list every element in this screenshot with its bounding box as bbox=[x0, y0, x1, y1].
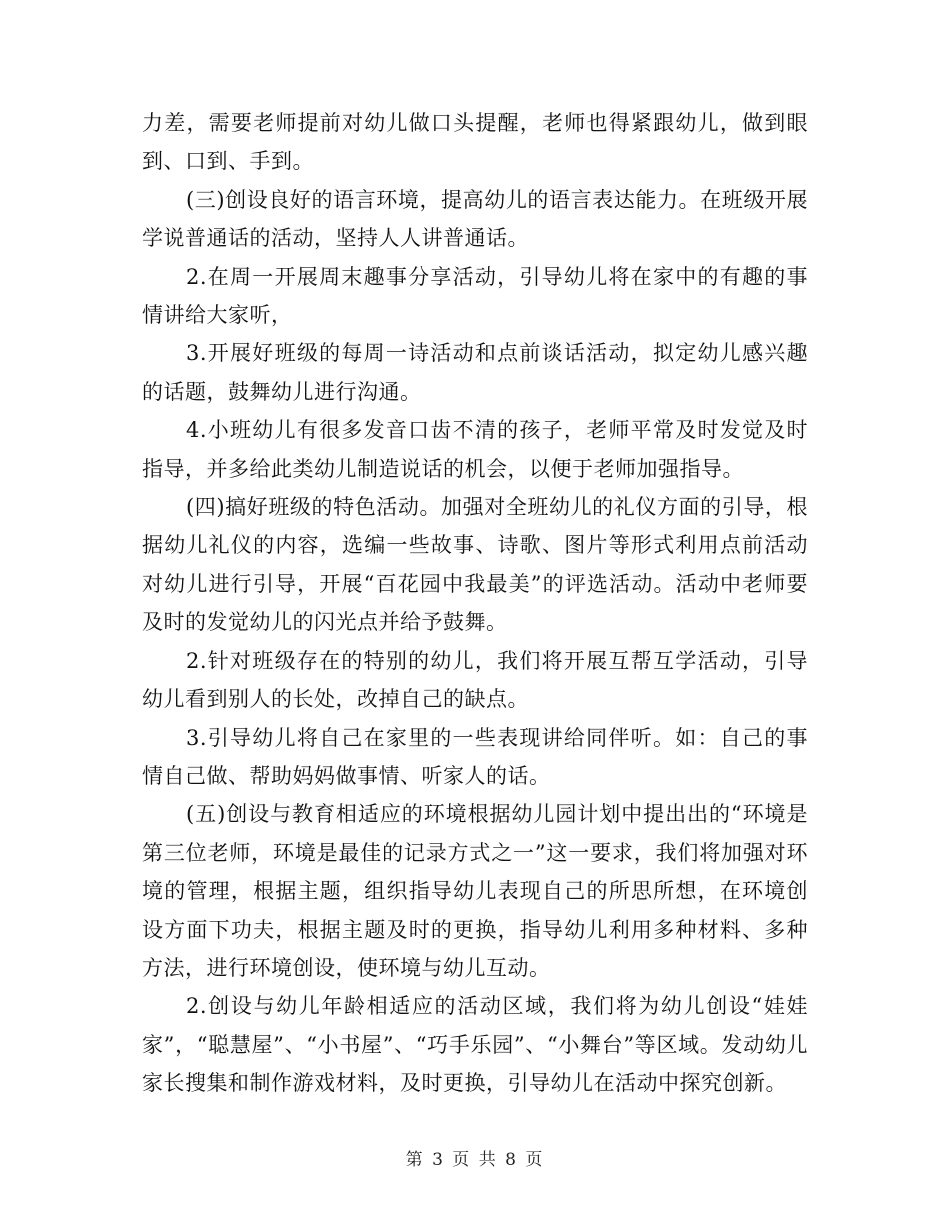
paragraph-1: 力差，需要老师提前对幼儿做口头提醒，老师也得紧跟幼儿，做到眼到、口到、手到。 bbox=[142, 111, 808, 174]
paragraph-10: 2.创设与幼儿年龄相适应的活动区域，我们将为幼儿创设“娃娃家”，“聪慧屋”、“小书屋”、“巧手乐园”、“小舞台”等区域。发动幼儿家长搜集和制作游戏材料，及时更换，引导幼儿在活动中探究创新。 bbox=[142, 994, 808, 1096]
paragraph-7: 2.针对班级存在的特别的幼儿，我们将开展互帮互学活动，引导幼儿看到别人的长处，改掉自己的缺点。 bbox=[142, 648, 808, 712]
page-number-footer: 第 3 页 共 8 页 bbox=[405, 1150, 545, 1170]
paragraph-3: 2.在周一开展周末趣事分享活动，引导幼儿将在家中的有趣的事情讲给大家听， bbox=[142, 264, 808, 328]
paragraph-4: 3.开展好班级的每周一诗活动和点前谈话活动，拟定幼儿感兴趣的话题，鼓舞幼儿进行沟通。 bbox=[142, 341, 808, 404]
paragraph-5: 4.小班幼儿有很多发音口齿不清的孩子，老师平常及时发觉及时指导，并多给此类幼儿制造说话的机会，以便于老师加强指导。 bbox=[142, 418, 808, 481]
paragraph-2: (三)创设良好的语言环境，提高幼儿的语言表达能力。在班级开展学说普通话的活动，坚持人人讲普通话。 bbox=[142, 187, 808, 251]
paragraph-6: (四)搞好班级的特色活动。加强对全班幼儿的礼仪方面的引导，根据幼儿礼仪的内容，选编一些故事、诗歌、图片等形式利用点前活动对幼儿进行引导，开展“百花园中我最美”的评选活动。活动中老师要及时的发觉幼儿的闪光点并给予鼓舞。 bbox=[142, 495, 808, 635]
document-body bbox=[142, 104, 808, 1103]
paragraph-9: (五)创设与教育相适应的环境根据幼儿园计划中提出出的“环境是第三位老师，环境是最佳的记录方式之一”这一要求，我们将加强对环境的管理，根据主题，组织指导幼儿表现自己的所思所想，在环境创设方面下功夫，根据主题及时的更换，指导幼儿利用多种材料、多种方法，进行环境创设，使环境与幼儿互动。 bbox=[142, 802, 808, 980]
paragraph-8: 3.引导幼儿将自己在家里的一些表现讲给同伴听。如：自己的事情自己做、帮助妈妈做事情、听家人的话。 bbox=[142, 725, 808, 788]
